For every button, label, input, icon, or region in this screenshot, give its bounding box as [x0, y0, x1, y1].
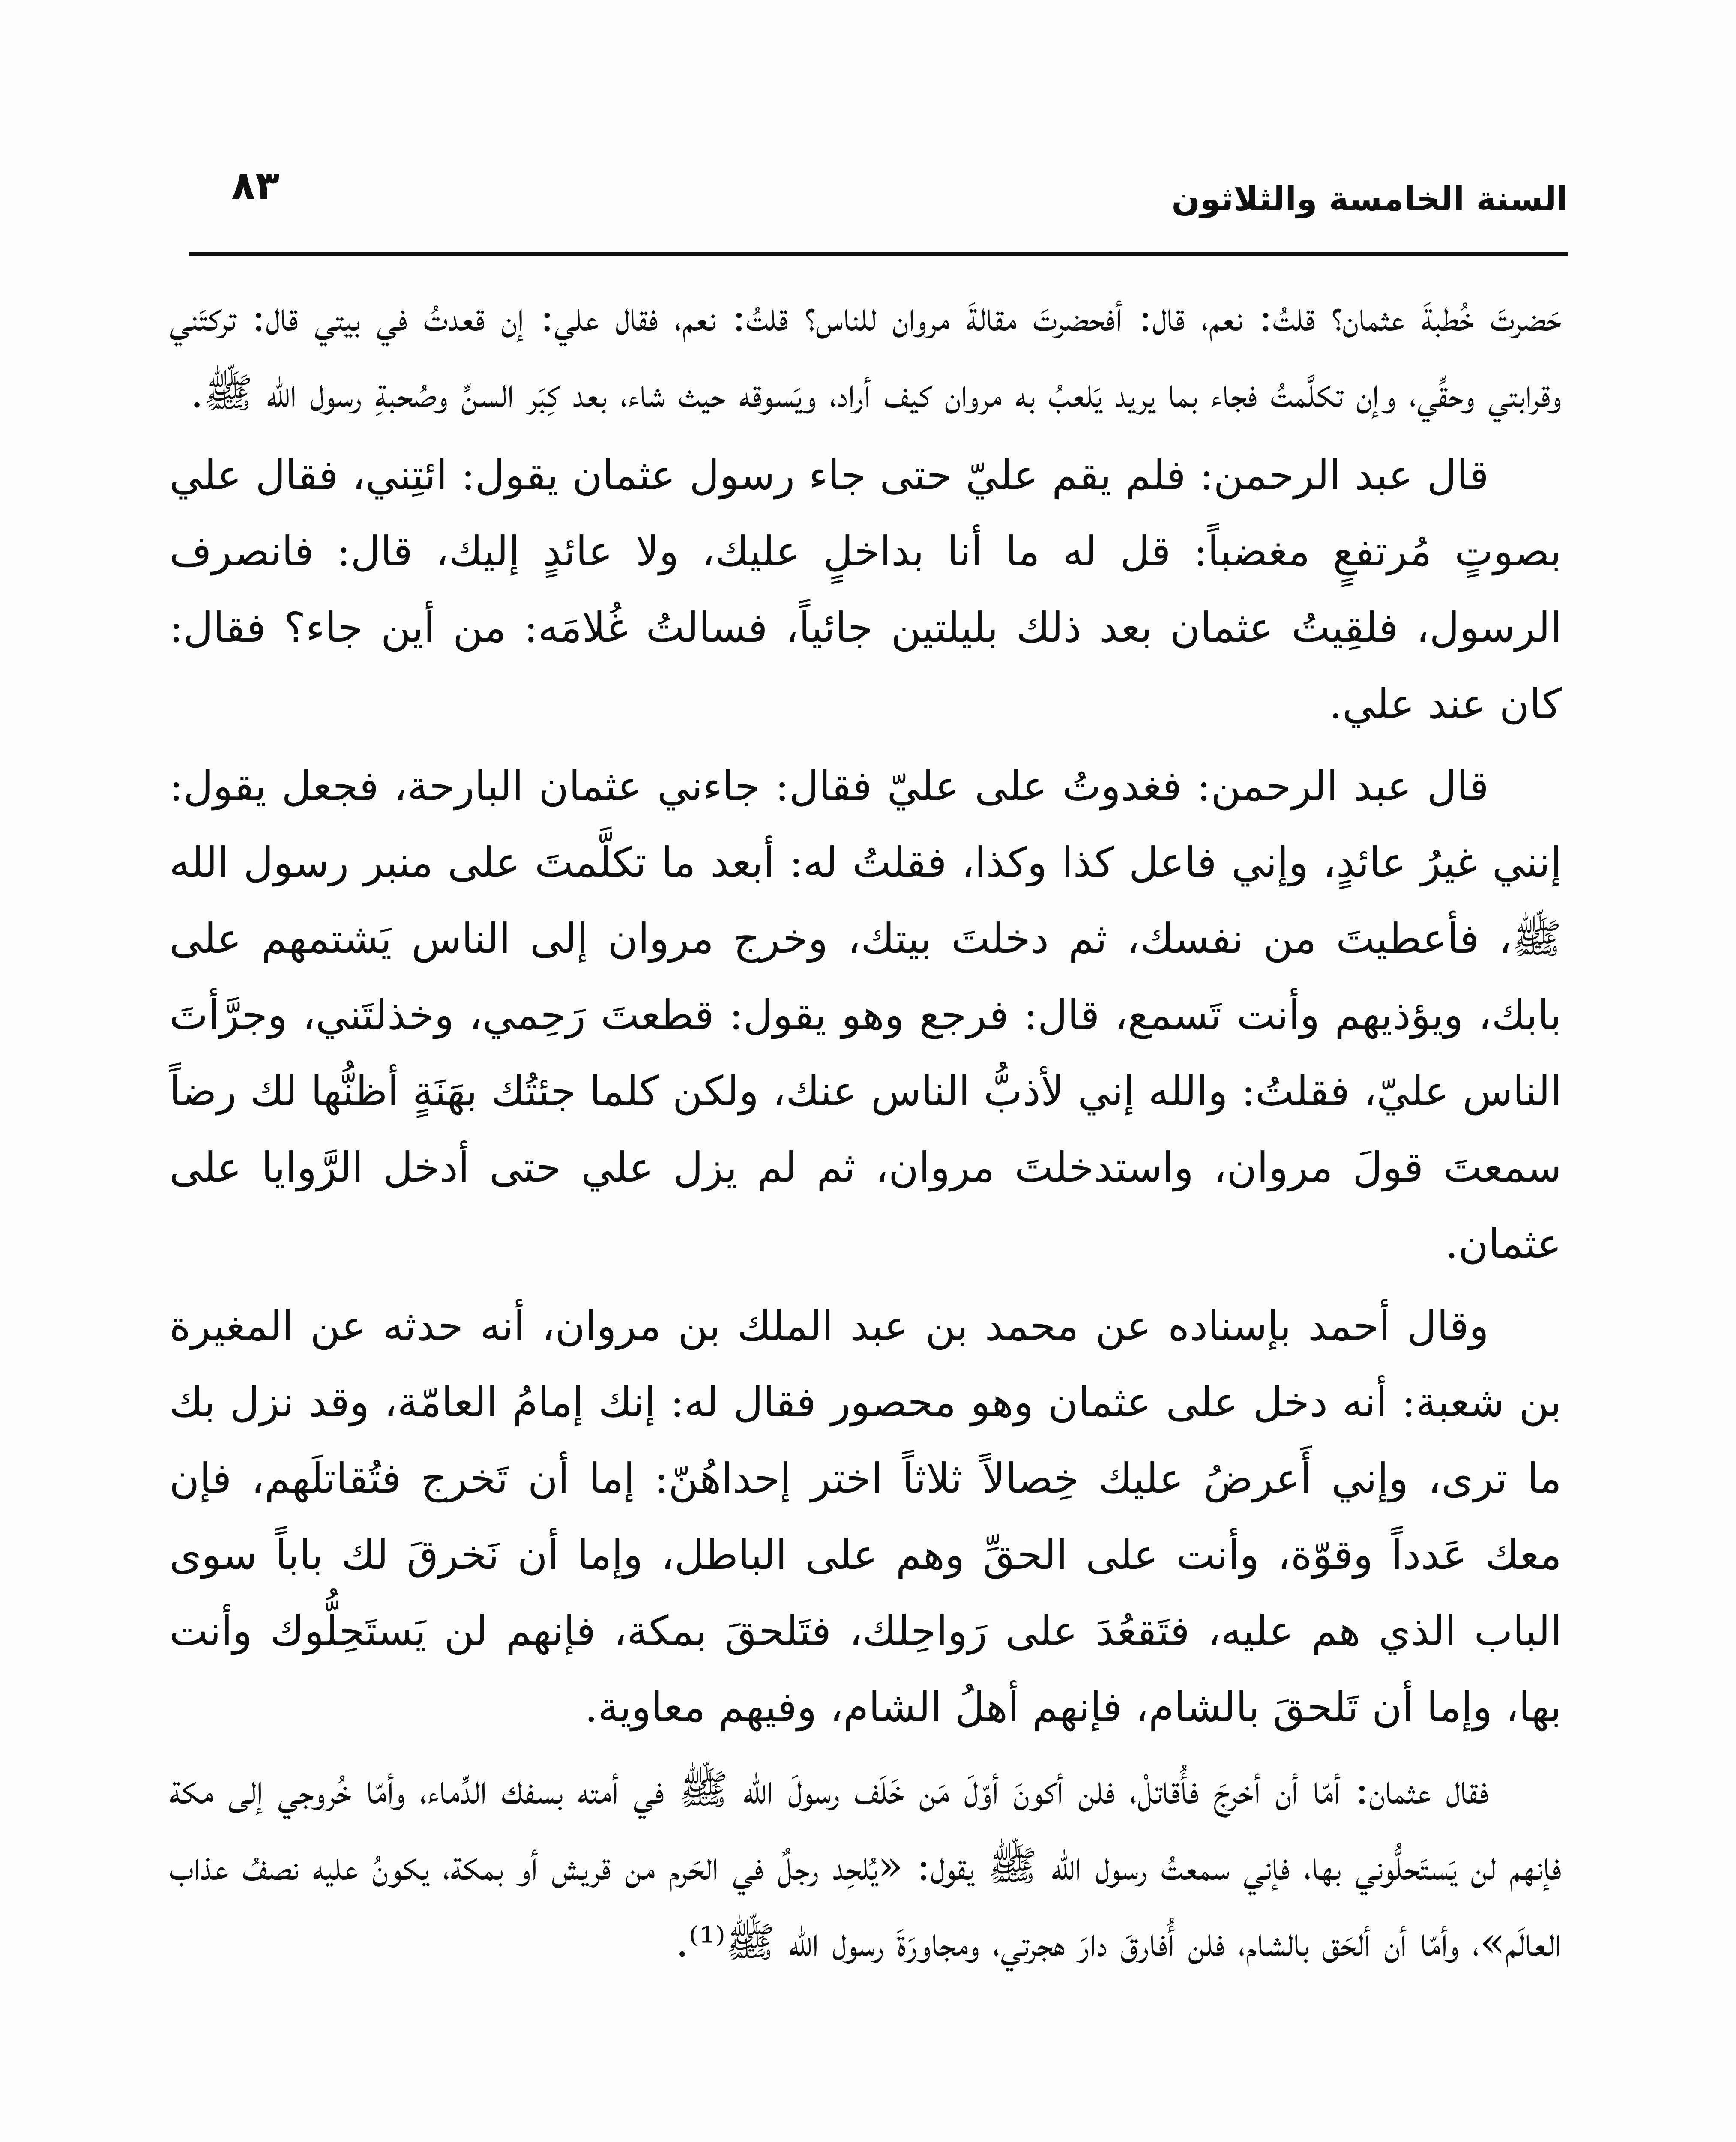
page-header	[189, 163, 1568, 236]
page-number: ٨٣	[231, 163, 280, 209]
header-rule	[189, 252, 1568, 256]
paragraph-4: وقال أحمد بإسناده عن محمد بن عبد الملك بن مروان، أنه حدثه عن المغيرة بن شعبة: أنه دخل على عثمان وهو محصور فقال له: إنك إمامُ العامّة، وقد نزل بك ما ترى، وإني أَعرضُ عليك خِصالاً ثلاثاً اختر إحداهُنّ: إما أن تَخرج فتُقاتلَهم، فإن معك عَدداً وقوّة، وأنت على الحقِّ وهم على الباطل، وإما أن نَخرقَ لك باباً سوى الباب الذي هم عليه، فتَقعُدَ على رَواحِلك، فتَلحقَ بمكة، فإنهم لن يَستَحِلُّوك وأنت بها، وإما أن تَلحقَ بالشام، فإنهم أهلُ الشام، وفيهم معاوية.	[169, 1302, 1562, 1731]
paragraph-1: حَضرتَ خُطبةَ عثمان؟ قلتُ: نعم، قال: أفحضرتَ مقالةَ مروان للناس؟ قلتُ: نعم، فقال علي: إن قعدتُ في بيتي قال: تركتَني وقرابتي وحقِّي، وإن تكلَّمتُ فجاء بما يريد يَلعبُ به مروان كيف أراد، ويَسوقه حيث شاء، بعد كِبَر السنِّ وصُحبةِ رسول الله ﷺ.	[169, 293, 1562, 417]
body-text	[169, 278, 1562, 1986]
paragraph-3: قال عبد الرحمن: فغدوتُ على عليّ فقال: جاءني عثمان البارحة، فجعل يقول: إنني غيرُ عائدٍ، وإني فاعل كذا وكذا، فقلتُ له: أبعد ما تكلَّمتَ على منبر رسول الله ﷺ، فأعطيتَ من نفسك، ثم دخلتَ بيتك، وخرج مروان إلى الناس يَشتمهم على بابك، ويؤذيهم وأنت تَسمع، قال: فرجع وهو يقول: قطعتَ رَحِمي، وخذلتَني، وجرَّأتَ الناس عليّ، فقلتُ: والله إني لأذبُّ الناس عنك، ولكن كلما جئتُك بهَنَةٍ أظنُّها لك رضاً سمعتَ قولَ مروان، واستدخلتَ مروان، ثم لم يزل علي حتى أدخل الرَّوايا على عثمان.	[169, 762, 1562, 1268]
paragraph-5: فقال عثمان: أمّا أن أخرجَ فأُقاتلْ، فلن أكونَ أوّلَ مَن خَلَف رسولَ الله ﷺ في أمته بسفك الدِّماء، وأمّا خُروجي إلى مكة فإنهم لن يَستَحلُّوني بها، فإني سمعتُ رسول الله ﷺ يقول: «يُلحِد رجلٌ في الحَرم من قريش أو بمكة، يكونُ عليه نصفُ عذاب العالَم»، وأمّا أن ألحَق بالشام، فلن أُفارقَ دارَ هجرتي، ومجاورَةَ رسول الله ﷺ⁽¹⁾.	[169, 1765, 1562, 1966]
paragraph-2: قال عبد الرحمن: فلم يقم عليّ حتى جاء رسول عثمان يقول: ائتِني، فقال علي بصوتٍ مُرتفعٍ مغضباً: قل له ما أنا بداخلٍ عليك، ولا عائدٍ إليك، قال: فانصرف الرسول، فلقِيتُ عثمان بعد ذلك بليلتين جائياً، فسالتُ غُلامَه: من أين جاء؟ فقال: كان عند علي.	[169, 451, 1562, 728]
running-title: السنة الخامسة والثلاثون	[1171, 180, 1568, 218]
